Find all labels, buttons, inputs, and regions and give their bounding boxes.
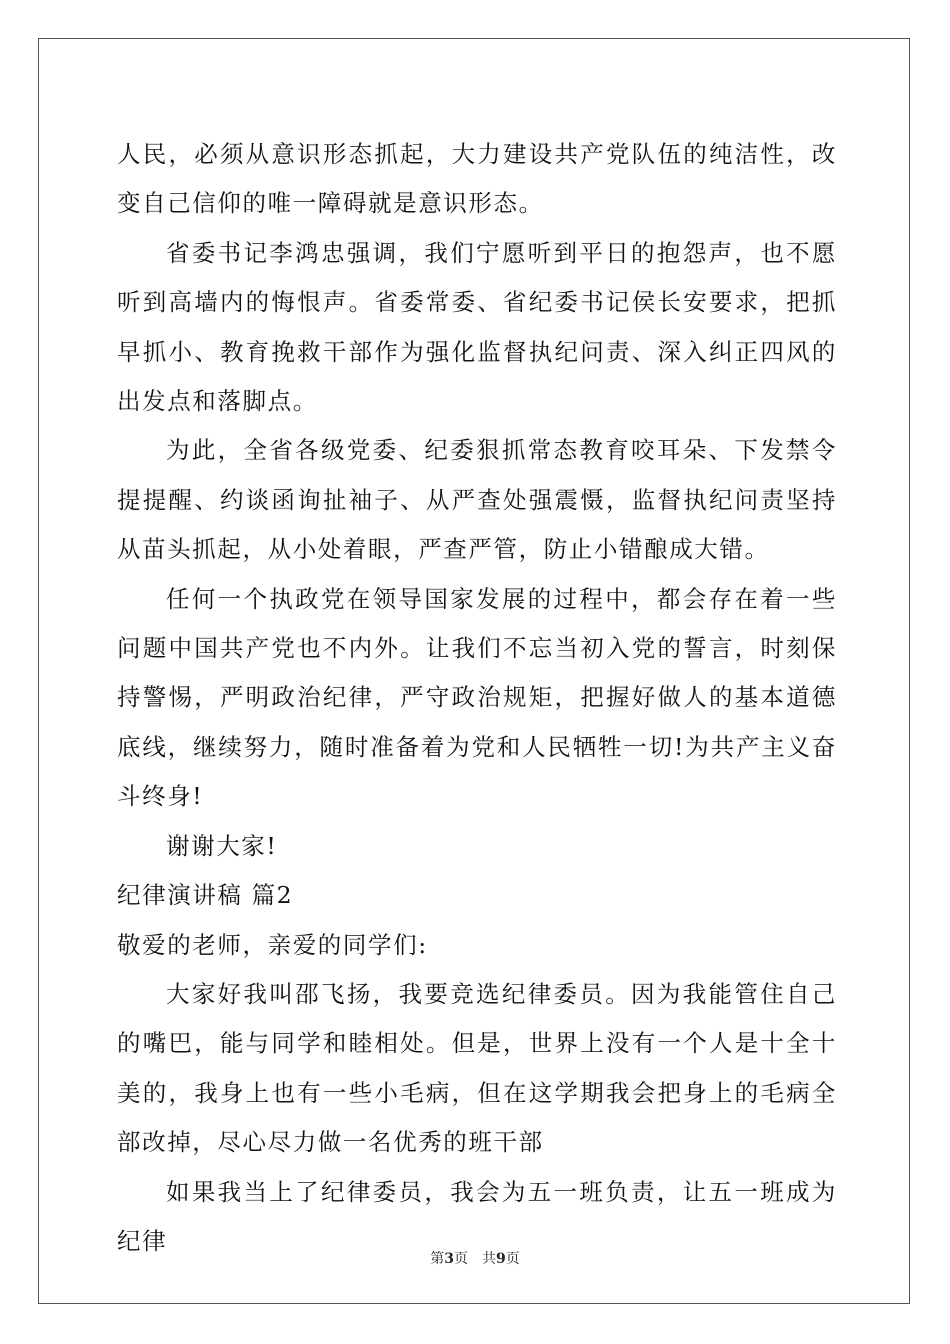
page-footer [0,1248,950,1268]
document-body [117,130,837,1266]
paragraph: 人民，必须从意识形态抓起，大力建设共产党队伍的纯洁性，改变自己信仰的唯一障碍就是意识形态。 [117,140,837,218]
page-prefix: 第 [430,1251,445,1267]
paragraph: 如果我当上了纪律委员，我会为五一班负责，让五一班成为纪律 [117,1177,837,1255]
salutation: 敬爱的老师，亲爱的同学们: [117,930,428,959]
page-mid: 页 共 [454,1251,496,1267]
section-heading: 纪律演讲稿 篇2 [117,881,294,910]
page-suffix: 页 [505,1251,520,1267]
current-page-number: 3 [444,1251,454,1267]
paragraph: 任何一个执政党在领导国家发展的过程中，都会存在着一些问题中国共产党也不内外。让我们不忘当初入党的誓言，时刻保持警惕，严明政治纪律，严守政治规矩，把握好做人的基本道德底线，继续努力，随时准备着为党和人民牺牲一切!为共产主义奋斗终身! [117,584,837,811]
paragraph: 省委书记李鸿忠强调，我们宁愿听到平日的抱怨声，也不愿听到高墙内的悔恨声。省委常委、省纪委书记侯长安要求，把抓早抓小、教育挽救干部作为强化监督执纪问责、深入纠正四风的出发点和落脚点。 [117,238,837,416]
paragraph: 谢谢大家! [166,831,278,860]
paragraph: 大家好我叫邵飞扬，我要竞选纪律委员。因为我能管住自己的嘴巴，能与同学和睦相处。但是，世界上没有一个人是十全十美的，我身上也有一些小毛病，但在这学期我会把身上的毛病全部改掉，尽心尽力做一名优秀的班干部 [117,979,837,1157]
total-page-number: 9 [496,1251,506,1267]
paragraph: 为此，全省各级党委、纪委狠抓常态教育咬耳朵、下发禁令提提醒、约谈函询扯袖子、从严查处强震慑，监督执纪问责坚持从苗头抓起，从小处着眼，严查严管，防止小错酿成大错。 [117,436,837,564]
